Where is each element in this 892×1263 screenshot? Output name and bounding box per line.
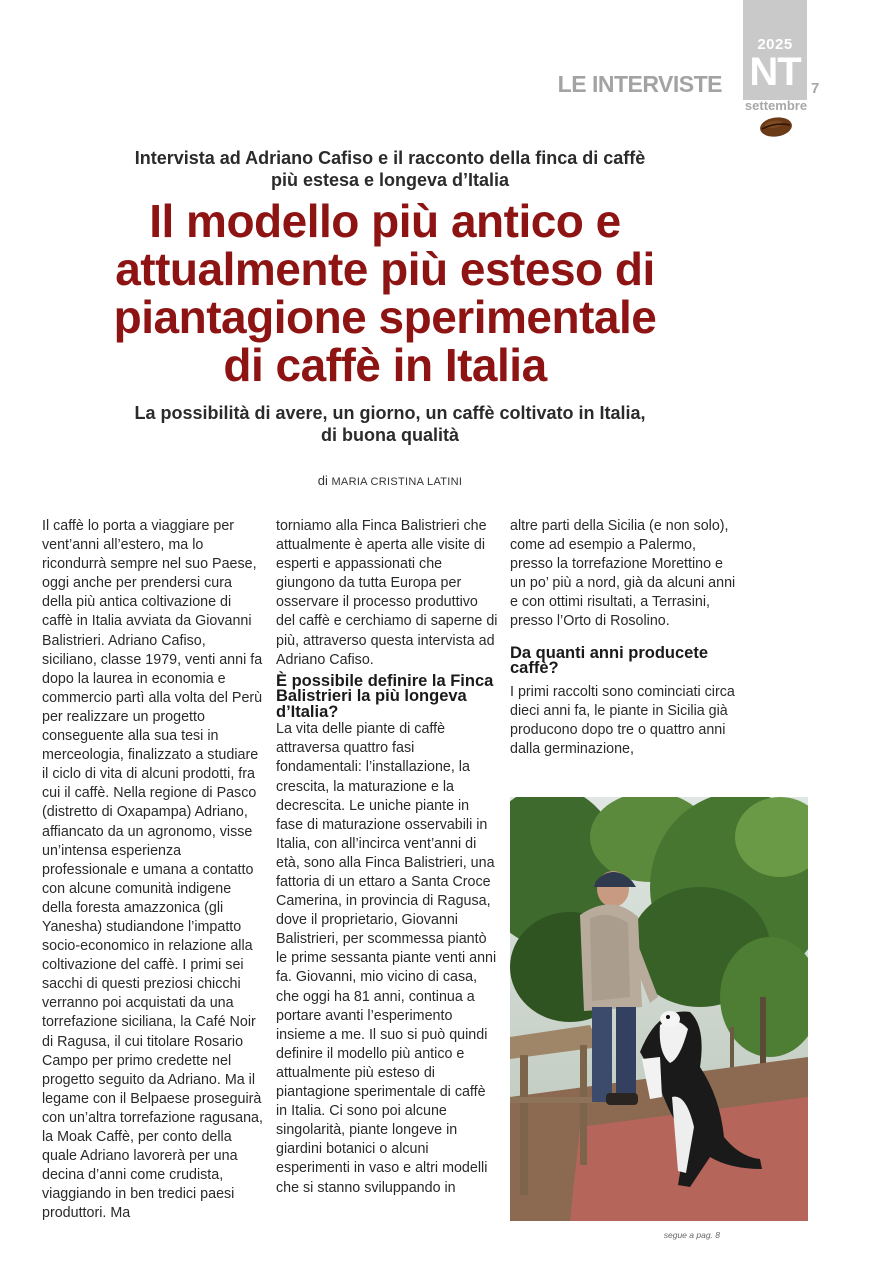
body-paragraph: altre parti della Sicilia (e non solo), come ad esempio a Palermo, presso la torrefazione Morettino e un po’ più a nord, già da alcuni anni e con ottimi risultati, a Terrasini, presso l’Orto di Rosolino. [510,518,736,630]
subtitle-line: di buona qualità [321,425,459,445]
subtitle-line: La possibilità di avere, un giorno, un caffè coltivato in Italia, [134,403,646,423]
byline-author: MARIA CRISTINA LATINI [331,476,463,488]
section-label: LE INTERVISTE [557,71,722,97]
byline [200,473,580,488]
farmer-with-dog-photo [510,797,808,1221]
kicker-line: più estesa e longeva d’Italia [270,170,510,190]
interview-question: È possibile definire la Finca Balistrieri la più longeva d’Italia? [276,671,494,721]
issue-year: 2025 [757,36,793,53]
title-line: attualmente più esteso di [115,243,655,295]
issue-month: settembre [744,98,808,113]
magazine-logo: NT [749,50,801,94]
title-line: di caffè in Italia [223,339,547,391]
article-subtitle [60,402,720,446]
continuation-note: segue a pag. 8 [663,1230,720,1240]
body-paragraph: torniamo alla Finca Balistrieri che attualmente è aperta alle visite di esperti e appassionati che giungono da tutta Europa per osservare il processo produttivo del caffè e cerchiamo di saperne di più, attraverso questa intervista ad Adriano Cafiso. [276,518,498,668]
column-1 [42,517,264,1223]
article-kicker [70,147,710,191]
body-paragraph: I primi raccolti sono cominciati circa dieci anni fa, le piante in Sicilia già producono dopo tre o quattro anni dalla germinazione, [510,683,735,757]
page-number: 7 [811,80,820,97]
column-2 [276,517,498,1198]
title-line: piantagione sperimentale [113,291,657,343]
interview-question: Da quanti anni producete caffè? [510,643,709,678]
byline-prefix: di [317,473,328,488]
masthead-tab [743,0,807,100]
kicker-line: Intervista ad Adriano Cafiso e il racconto della finca di caffè [134,148,646,168]
body-paragraph: Il caffè lo porta a viaggiare per vent’anni all’estero, ma lo ricondurrà sempre nel suo Paese, oggi anche per prendersi cura della più antica coltivazione di caffè in Italia avviata da Giovanni Balistrieri. Adriano Cafiso, siciliano, classe 1979, venti anni fa dopo la laurea in economia e commercio partì alla volta del Perù per realizzare un progetto conseguente alla sua tesi in merceologia, finalizzato a studiare il ciclo di vita di alcuni prodotti, fra cui il caffè. Nella regione di Pasco (distretto di Oxapampa) Adriano, affiancato da un agronomo, visse un’intensa esperienza professionale e umana a contatto con alcune comunità indigene della foresta amazzonica (gli Yanesha) studiandone l’impatto socio-economico in relazione alla coltivazione del caffè. I primi sei sacchi di questi preziosi chicchi verranno poi acquistati da una torrefazione siciliana, la Café Noir di Ragusa, il cui titolare Rosario Campo per primo credette nel progetto seguito da Adriano. Ma il legame con il Belpaese proseguirà con un’altra torrefazione ragusana, la Moak Caffè, per conto della quale Adriano lavorerà per una decina d’anni come crudista, viaggiando in ben tredici paesi produttori. Ma [42,518,263,1222]
title-line: Il modello più antico e [149,195,621,247]
coffee-bean-icon [759,116,793,138]
article-title [30,197,740,389]
column-3 [510,517,740,759]
body-paragraph: La vita delle piante di caffè attraversa quattro fasi fondamentali: l’installazione, la crescita, la maturazione e la decrescita. Le uniche piante in fase di maturazione osservabili in Italia, con all’incirca vent’anni di età, sono alla Finca Balistrieri, una fattoria di un ettaro a Santa Croce Camerina, in provincia di Ragusa, dove il proprietario, Giovanni Balistrieri, per scommessa piantò le prime sessanta piante venti anni fa. Giovanni, mio vicino di casa, che oggi ha 81 anni, continua a portare avanti l’esperimento insieme a me. Il suo si può quindi definire il modello più antico e attualmente più esteso di piantagione sperimentale di caffè in Italia. Ci sono poi alcune singolarità, piante longeve in giardini botanici o alcuni esperimenti in vaso e altri modelli che si stanno sviluppando in [276,721,497,1196]
